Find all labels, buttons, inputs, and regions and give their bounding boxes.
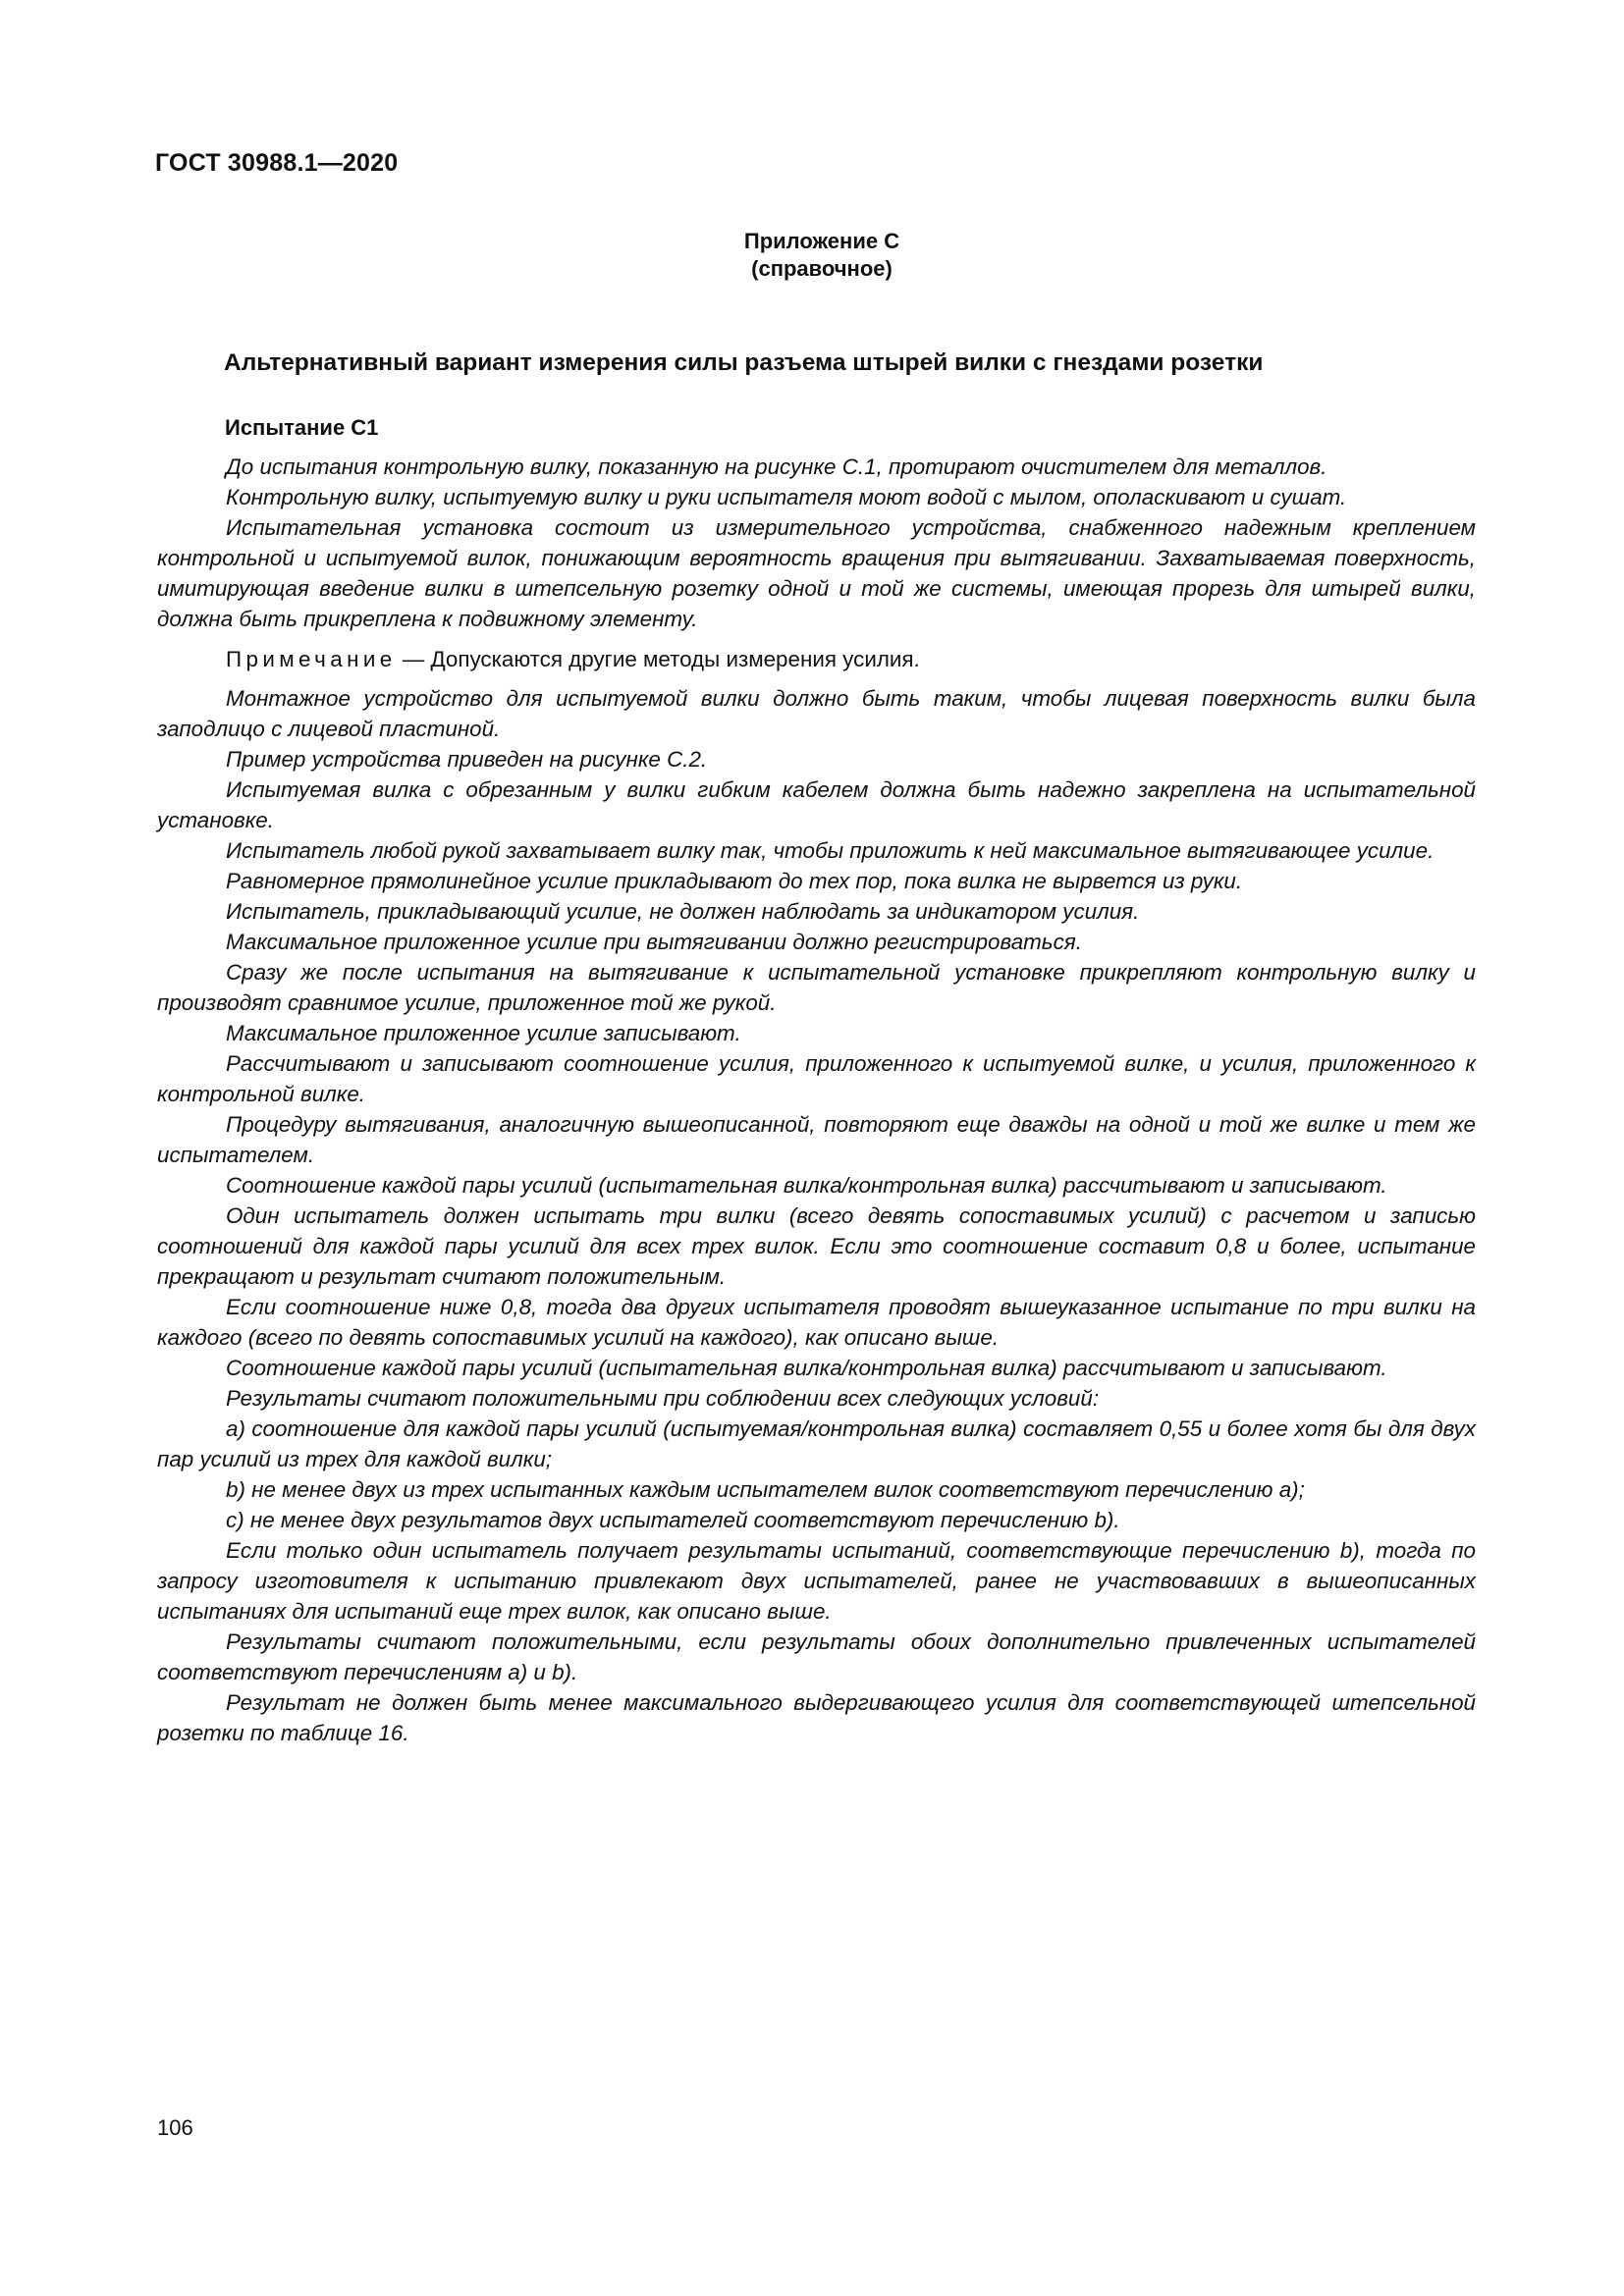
note-text: Допускаются другие методы измерения усилия. (430, 647, 920, 671)
annex-heading (0, 228, 1624, 283)
annex-label: Приложение C (743, 229, 900, 253)
paragraph: Контрольную вилку, испытуемую вилку и руки испытателя моют водой с мылом, ополаскивают и сушат. (226, 485, 1347, 509)
paragraph: Соотношение каждой пары усилий (испытательная вилка/контрольная вилка) рассчитывают и записывают. (226, 1356, 1387, 1380)
paragraph: Если только один испытатель получает результаты испытаний, соответствующие перечислению b), тогда по запросу изготовителя к испытанию привлекают двух испытателей, ранее не участвовавших в вышеописанных испытаниях для испытаний еще трех вилок, как описано выше. (157, 1538, 1476, 1624)
list-item-c: c) не менее двух результатов двух испытателей соответствуют перечислению b). (226, 1508, 1120, 1532)
paragraph: Результат не должен быть менее максимального выдергивающего усилия для соответствующей штепсельной розетки по таблице 16. (157, 1690, 1476, 1745)
paragraph: Испытатель любой рукой захватывает вилку так, чтобы приложить к ней максимальное вытягивающее усилие. (226, 838, 1435, 863)
page-number: 106 (157, 2115, 193, 2140)
note-dash: — (402, 647, 425, 671)
paragraph: Равномерное прямолинейное усилие прикладывают до тех пор, пока вилка не вырвется из руки. (226, 869, 1243, 893)
paragraph: Максимальное приложенное усилие записывают. (226, 1021, 741, 1045)
paragraph: Испытатель, прикладывающий усилие, не должен наблюдать за индикатором усилия. (226, 899, 1140, 924)
paragraph: Один испытатель должен испытать три вилки (всего девять сопоставимых усилий) с расчетом и записью соотношений для каждой пары усилий для всех трех вилок. Если это соотношение составит 0,8 и более, испытание прекращают и результат считают положительным. (157, 1203, 1476, 1289)
paragraph: Пример устройства приведен на рисунке C.2. (226, 747, 708, 772)
paragraph: Результаты считают положительными, если результаты обоих дополнительно привлеченных испытателей соответствуют перечислениям a) и b). (157, 1629, 1476, 1684)
body-text (157, 452, 1476, 1748)
paragraph: Максимальное приложенное усилие при вытягивании должно регистрироваться. (226, 930, 1082, 954)
list-item-b: b) не менее двух из трех испытанных каждым испытателем вилок соответствуют перечислению a); (226, 1477, 1305, 1502)
annex-status: (справочное) (751, 256, 893, 281)
note (157, 644, 1476, 674)
paragraph: Соотношение каждой пары усилий (испытательная вилка/контрольная вилка) рассчитывают и записывают. (226, 1173, 1387, 1198)
test-heading: Испытание C1 (225, 415, 379, 440)
paragraph: Процедуру вытягивания, аналогичную вышеописанной, повторяют еще дважды на одной и той же вилке и тем же испытателем. (157, 1112, 1476, 1167)
paragraph: До испытания контрольную вилку, показанную на рисунке C.1, протирают очистителем для металлов. (226, 454, 1327, 479)
paragraph: Результаты считают положительными при соблюдении всех следующих условий: (226, 1386, 1100, 1411)
paragraph: Рассчитывают и записывают соотношение усилия, приложенного к испытуемой вилке, и усилия, приложенного к контрольной вилке. (157, 1051, 1476, 1106)
list-item-a: a) соотношение для каждой пары усилий (испытуемая/контрольная вилка) составляет 0,55 и более хотя бы для двух пар усилий из трех для каждой вилки; (157, 1416, 1476, 1471)
annex-title: Альтернативный вариант измерения силы разъема штырей вилки с гнездами розетки (224, 349, 1264, 376)
paragraph: Если соотношение ниже 0,8, тогда два других испытателя проводят вышеуказанное испытание по три вилки на каждого (всего по девять сопоставимых усилий на каждого), как описано выше. (157, 1295, 1476, 1350)
paragraph: Испытуемая вилка с обрезанным у вилки гибким кабелем должна быть надежно закреплена на испытательной установке. (157, 777, 1476, 832)
paragraph: Испытательная установка состоит из измерительного устройства, снабженного надежным креплением контрольной и испытуемой вилок, понижающим вероятность вращения при вытягивании. Захватываемая поверхность, имитирующая введение вилки в штепсельную розетку одной и той же системы, имеющая прорезь для штырей вилки, должна быть прикреплена к подвижному элементу. (157, 515, 1476, 631)
paragraph: Сразу же после испытания на вытягивание к испытательной установке прикрепляют контрольную вилку и производят сравнимое усилие, приложенное той же рукой. (157, 960, 1476, 1015)
note-label: Примечание (226, 647, 397, 671)
standard-code: ГОСТ 30988.1—2020 (155, 149, 399, 177)
paragraph: Монтажное устройство для испытуемой вилки должно быть таким, чтобы лицевая поверхность вилки была заподлицо с лицевой пластиной. (157, 686, 1476, 741)
